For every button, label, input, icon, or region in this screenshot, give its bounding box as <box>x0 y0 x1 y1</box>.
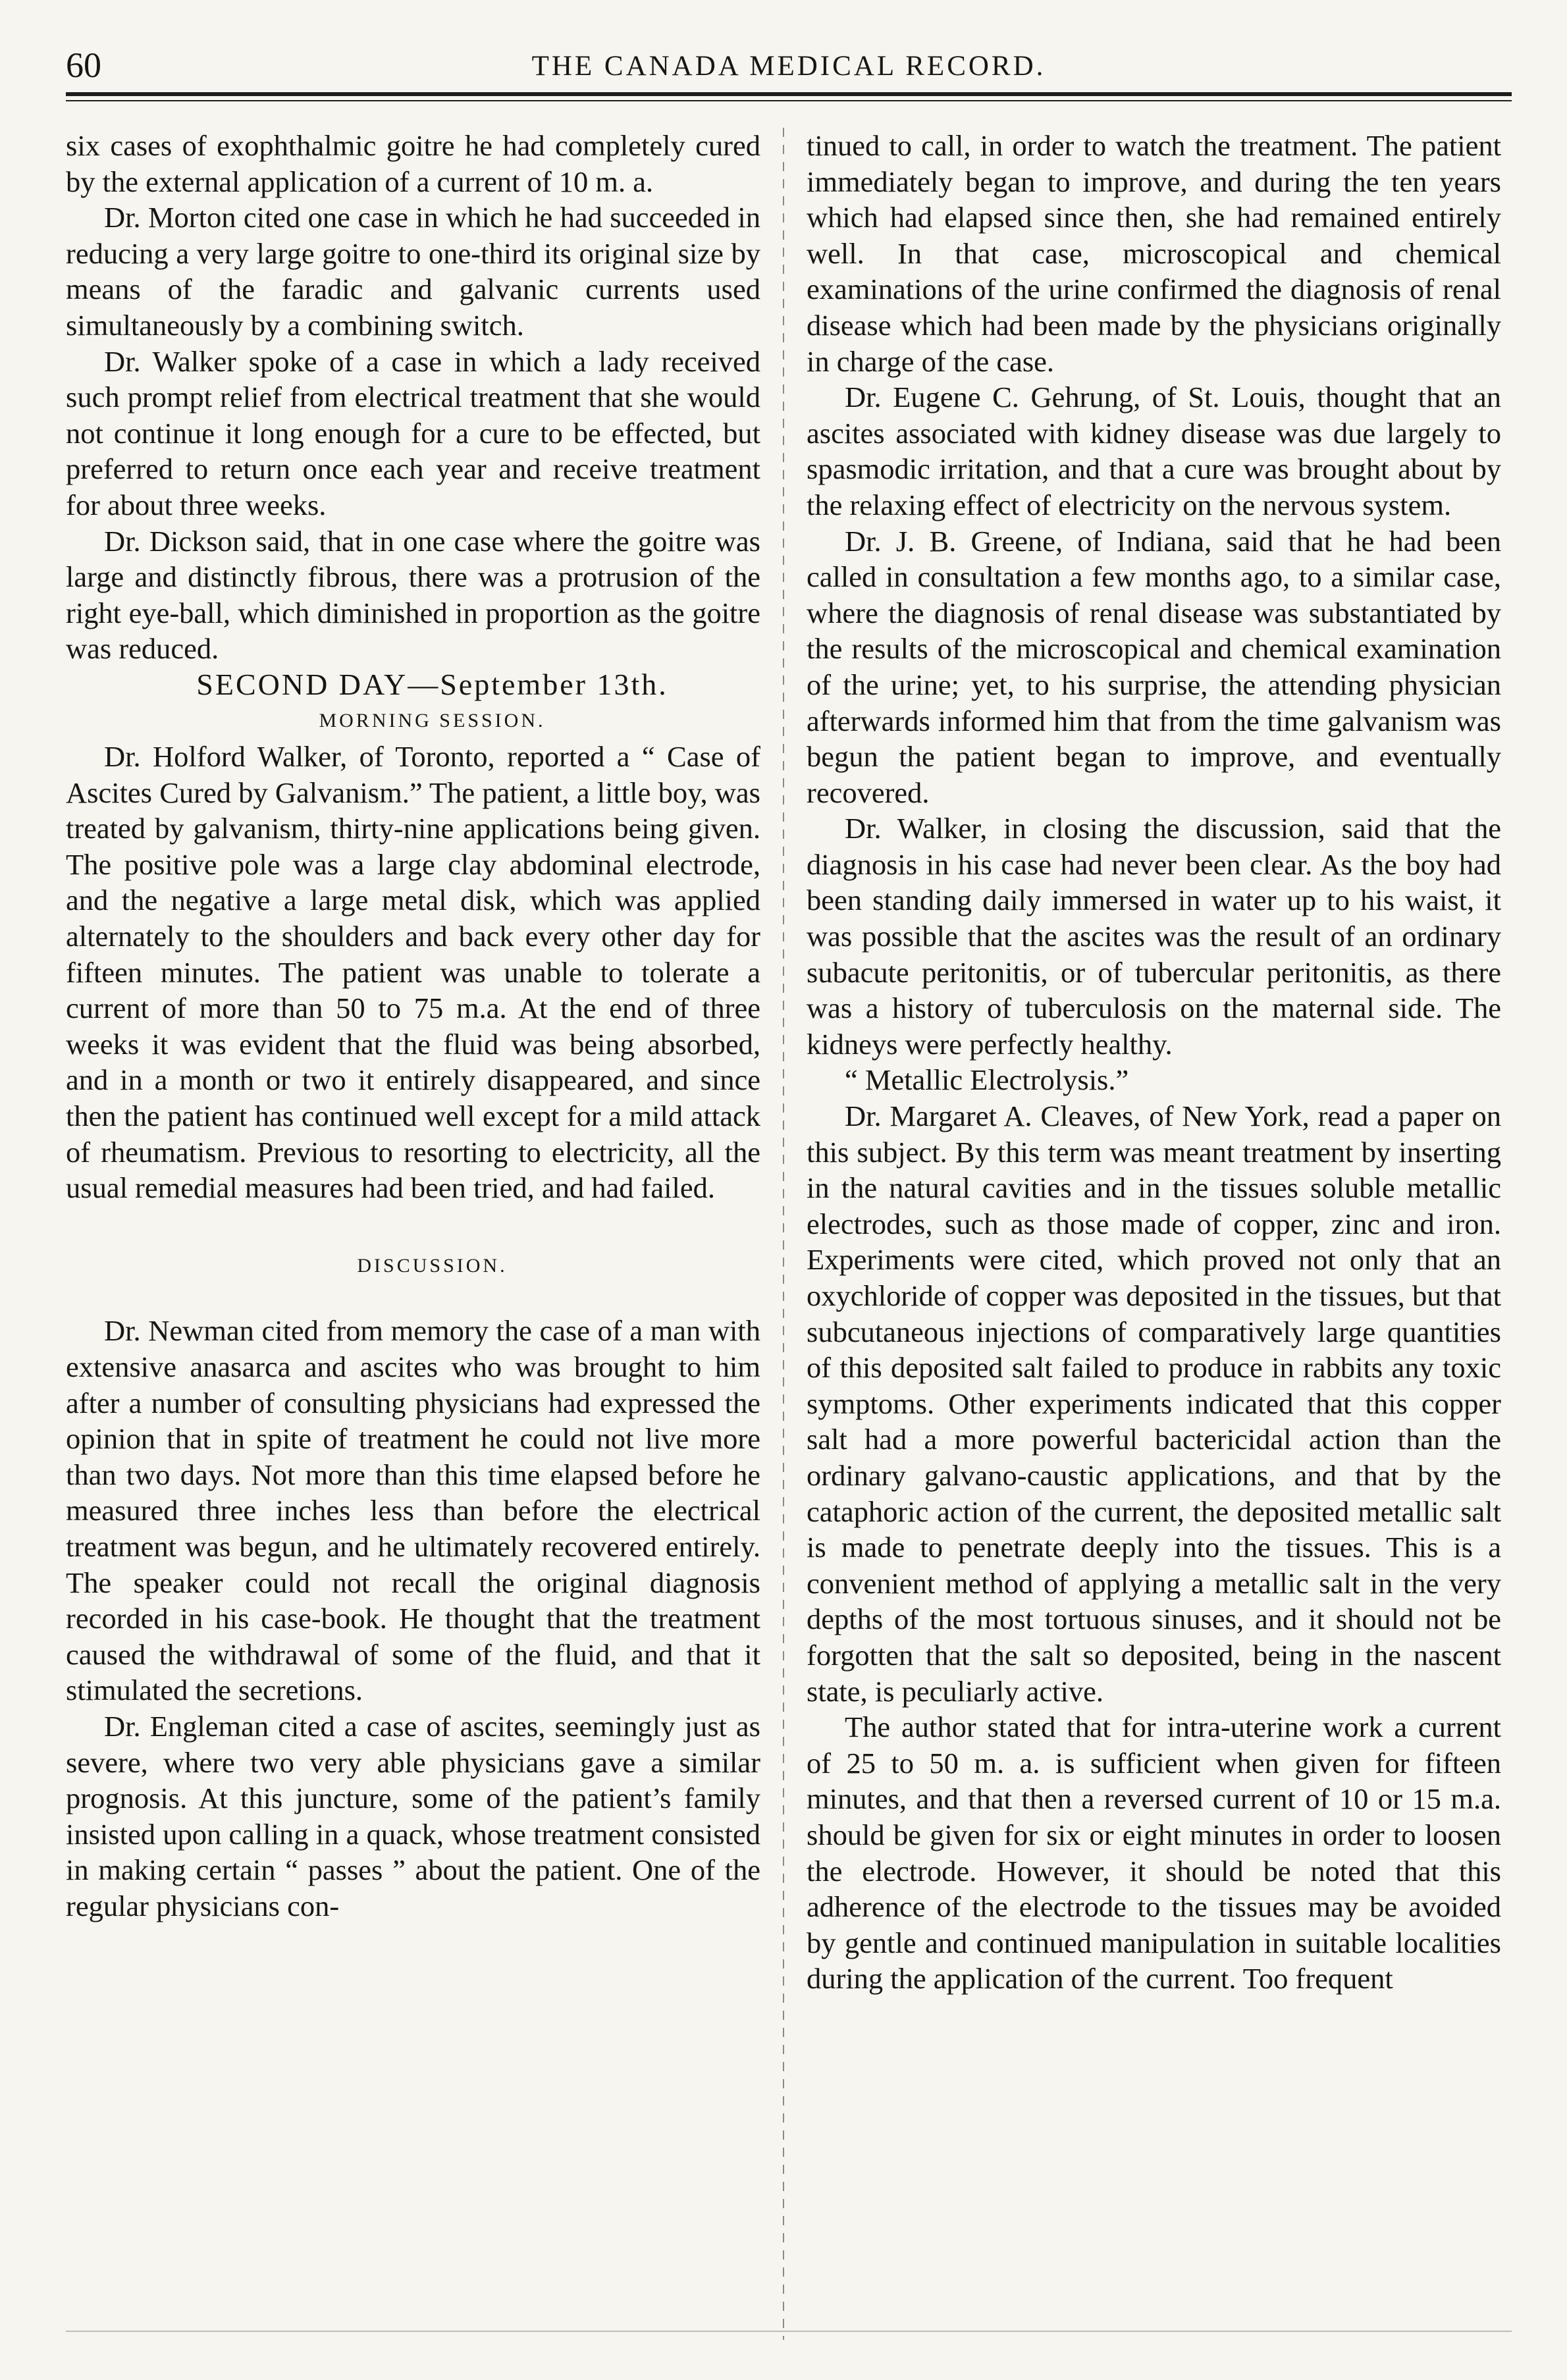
page-header <box>66 32 1512 90</box>
paragraph: The author stated that for intra-uterine work a current of 25 to 50 m. a. is sufficient when given for fifteen minutes, and that then a reversed current of 10 or 15 m.a. should be given for six or eight minutes in order to loosen the electrode. However, it should be noted that this adherence of the electrode to the tissues may be avoided by gentle and continued manipulation in suitable localities during the application of the current. Too frequent <box>807 1710 1501 1996</box>
section-heading: SECOND DAY—September 13th. <box>196 667 668 701</box>
column-divider <box>783 128 784 2340</box>
header-rule-thin <box>66 100 1512 101</box>
paragraph: Dr. Walker spoke of a case in which a lady received such prompt relief from electrical treatment that she would not continue it long enough for a cure to be effected, but preferred to return once each year and receive treatment for about three weeks. <box>66 344 760 521</box>
paragraph: Dr. Dickson said, that in one case where the goitre was large and distinctly fibrous, there was a protrusion of the right eye-ball, which diminished in proportion as the goitre was reduced. <box>66 524 760 666</box>
running-title: THE CANADA MEDICAL RECORD. <box>531 51 1046 82</box>
page-number: 60 <box>66 45 101 85</box>
column-gutter <box>760 128 807 2340</box>
paragraph-title: “ Metallic Electrolysis.” <box>845 1063 1129 1097</box>
paragraph: six cases of exophthalmic goitre he had completely cured by the external application of a current of 10 m. a. <box>66 129 760 198</box>
paragraph: Dr. Margaret A. Cleaves, of New York, read a paper on this subject. By this term was meant treatment by inserting in the natural cavities and in the tissues soluble metallic electrodes, such as those made of copper, zinc and iron. Experiments were cited, which proved not only that an oxychloride of copper was deposited in the tissues, but that subcutaneous injections of comparatively large quantities of this deposited salt failed to produce in rabbits any toxic symptoms. Other experiments indicated that this copper salt had a more powerful bactericidal action than the ordinary galvano-caustic applications, and that by the cataphoric action of the current, the deposited metallic salt is made to penetrate deeply into the tissues. This is a convenient method of applying a metallic salt in the very depths of the most tortuous sinuses, and it should not be forgotten that the salt so deposited, being in the nascent state, is peculiarly active. <box>807 1099 1501 1708</box>
header-rule-thick <box>66 92 1512 96</box>
text-columns <box>66 128 1512 2340</box>
paragraph: Dr. Morton cited one case in which he had succeeded in reducing a very large goitre to one-third its original size by means of the faradic and galvanic currents used simultaneously by a combining switch. <box>66 201 760 342</box>
paragraph: Dr. J. B. Greene, of Indiana, said that he had been called in consultation a few months ago, to a similar case, where the diagnosis of renal disease was substantiated by the results of the microscopical and chemical examination of the urine; yet, to his surprise, the attending physician afterwards informed him that from the time galvanism was begun the patient began to improve, and eventually recovered. <box>807 524 1501 809</box>
paragraph: Dr. Engleman cited a case of ascites, seemingly just as severe, where two very able physicians gave a similar prognosis. At this juncture, some of the patient’s family insisted upon calling in a quack, whose treatment consisted in making certain “ passes ” about the patient. One of the regular physicians con- <box>66 1709 760 1922</box>
left-column <box>66 128 760 2340</box>
paragraph: Dr. Walker, in closing the discussion, said that the diagnosis in his case had never been clear. As the boy had been standing daily immersed in water up to his waist, it was possible that the ascites was the result of an ordinary subacute peritonitis, or of tubercular peritonitis, as there was a history of tuberculosis on the maternal side. The kidneys were perfectly healthy. <box>807 812 1501 1061</box>
bottom-edge <box>66 2331 1512 2332</box>
morning-session-heading: MORNING SESSION. <box>319 709 546 731</box>
right-column <box>807 128 1501 2340</box>
discussion-heading: DISCUSSION. <box>357 1254 508 1277</box>
paragraph: Dr. Newman cited from memory the case of a man with extensive anasarca and ascites who was brought to him after a number of consulting physicians had expressed the opinion that in spite of treatment he could not live more than two days. Not more than this time elapsed before he measured three inches less than before the electrical treatment was begun, and he ultimately recovered entirely. The speaker could not recall the original diagnosis recorded in his case-book. He thought that the treatment caused the withdrawal of some of the fluid, and that it stimulated the secretions. <box>66 1314 760 1707</box>
paragraph: Dr. Eugene C. Gehrung, of St. Louis, thought that an ascites associated with kidney disease was due largely to spasmodic irritation, and that a cure was brought about by the relaxing effect of electricity on the nervous system. <box>807 381 1501 521</box>
paragraph: Dr. Holford Walker, of Toronto, reported a “ Case of Ascites Cured by Galvanism.” The patient, a little boy, was treated by galvanism, thirty-nine applications being given. The positive pole was a large clay abdominal electrode, and the negative a large metal disk, which was applied alternately to the shoulders and back every other day for fifteen minutes. The patient was unable to tolerate a current of more than 50 to 75 m.a. At the end of three weeks it was evident that the fluid was being absorbed, and in a month or two it entirely disappeared, and since then the patient has continued well except for a mild attack of rheumatism. Previous to resorting to electricity, all the usual remedial measures had been tried, and had failed. <box>66 740 760 1205</box>
paragraph: tinued to call, in order to watch the treatment. The patient immediately began to improve, and during the ten years which had elapsed since then, she had remained entirely well. In that case, microscopical and chemical examinations of the urine confirmed the diagnosis of renal disease which had been made by the physicians originally in charge of the case. <box>807 129 1501 378</box>
